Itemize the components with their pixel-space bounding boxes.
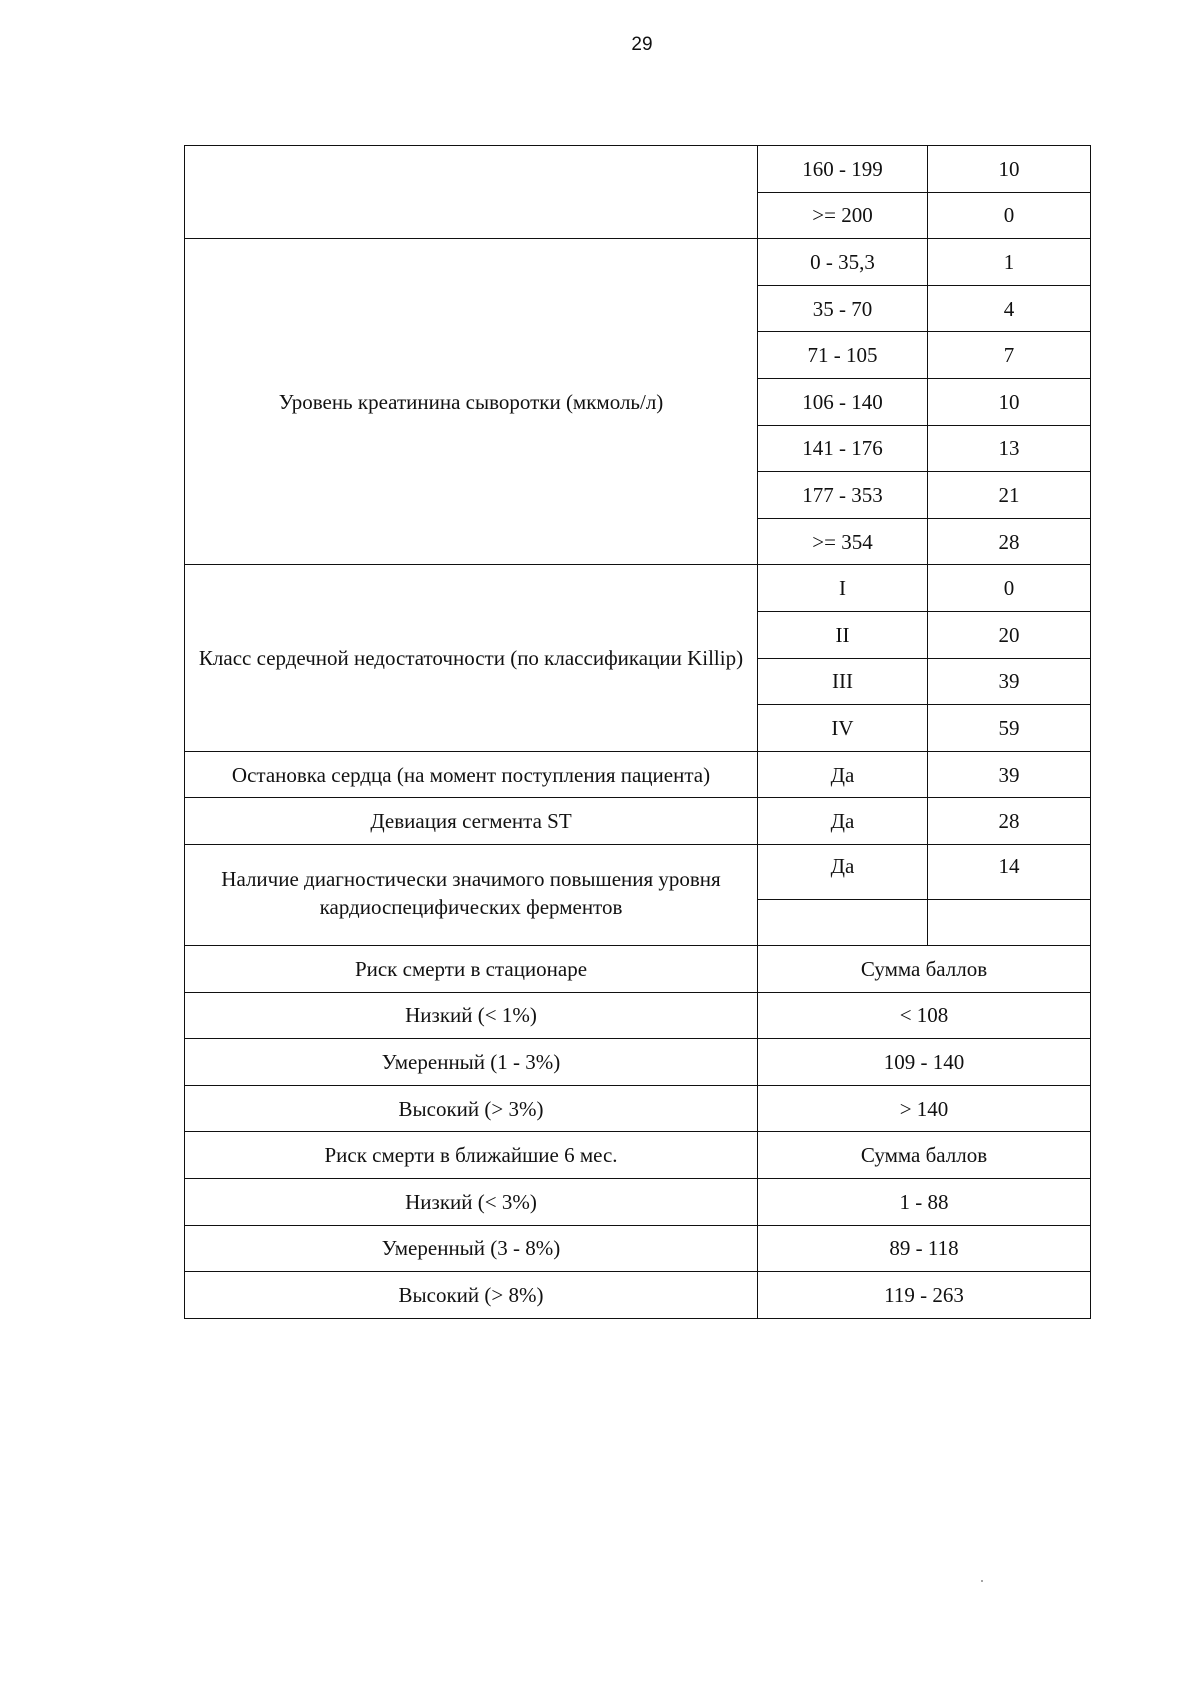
scan-speck bbox=[981, 1580, 983, 1582]
risk-row bbox=[185, 1039, 1091, 1086]
value-cell: >= 354 bbox=[758, 518, 928, 565]
value-cell: 177 - 353 bbox=[758, 472, 928, 519]
table-row bbox=[185, 565, 1091, 612]
value-cell: Да bbox=[758, 844, 928, 899]
score-cell: 28 bbox=[928, 518, 1091, 565]
score-cell: 0 bbox=[928, 565, 1091, 612]
parameter-cell: Наличие диагностически значимого повышения уровня кардиоспецифических ферментов bbox=[185, 844, 758, 945]
risk-range: 109 - 140 bbox=[758, 1039, 1091, 1086]
parameter-cell: Остановка сердца (на момент поступления пациента) bbox=[185, 751, 758, 798]
risk-range: 119 - 263 bbox=[758, 1272, 1091, 1319]
score-cell: 28 bbox=[928, 798, 1091, 845]
value-cell: I bbox=[758, 565, 928, 612]
table-row bbox=[185, 844, 1091, 899]
value-cell: II bbox=[758, 611, 928, 658]
score-cell: 39 bbox=[928, 658, 1091, 705]
parameter-cell bbox=[185, 146, 758, 239]
table-row bbox=[185, 751, 1091, 798]
risk-range: > 140 bbox=[758, 1085, 1091, 1132]
risk-header-sum: Сумма баллов bbox=[758, 1132, 1091, 1179]
risk-label: Высокий (> 8%) bbox=[185, 1272, 758, 1319]
value-cell: IV bbox=[758, 705, 928, 752]
value-cell: 141 - 176 bbox=[758, 425, 928, 472]
table-row bbox=[185, 239, 1091, 286]
value-cell: 71 - 105 bbox=[758, 332, 928, 379]
value-cell: 35 - 70 bbox=[758, 285, 928, 332]
score-cell: 10 bbox=[928, 378, 1091, 425]
value-cell: 160 - 199 bbox=[758, 146, 928, 193]
risk-header-label: Риск смерти в ближайшие 6 мес. bbox=[185, 1132, 758, 1179]
score-cell bbox=[928, 899, 1091, 946]
parameter-cell: Класс сердечной недостаточности (по классификации Killip) bbox=[185, 565, 758, 751]
score-cell: 0 bbox=[928, 192, 1091, 239]
value-cell: 106 - 140 bbox=[758, 378, 928, 425]
risk-row bbox=[185, 1179, 1091, 1226]
score-cell: 1 bbox=[928, 239, 1091, 286]
risk-header-sum: Сумма баллов bbox=[758, 946, 1091, 993]
risk-range: < 108 bbox=[758, 992, 1091, 1039]
score-cell: 10 bbox=[928, 146, 1091, 193]
parameter-cell: Девиация сегмента ST bbox=[185, 798, 758, 845]
value-cell: III bbox=[758, 658, 928, 705]
score-cell: 13 bbox=[928, 425, 1091, 472]
value-cell: Да bbox=[758, 798, 928, 845]
grace-score-table bbox=[184, 145, 1091, 1319]
table-row bbox=[185, 798, 1091, 845]
risk-label: Высокий (> 3%) bbox=[185, 1085, 758, 1132]
risk-label: Умеренный (1 - 3%) bbox=[185, 1039, 758, 1086]
risk-range: 89 - 118 bbox=[758, 1225, 1091, 1272]
risk-label: Низкий (< 3%) bbox=[185, 1179, 758, 1226]
page-number: 29 bbox=[631, 34, 653, 55]
risk-label: Низкий (< 1%) bbox=[185, 992, 758, 1039]
risk-range: 1 - 88 bbox=[758, 1179, 1091, 1226]
risk-row bbox=[185, 1272, 1091, 1319]
risk-header-row bbox=[185, 946, 1091, 993]
value-cell: Да bbox=[758, 751, 928, 798]
risk-header-label: Риск смерти в стационаре bbox=[185, 946, 758, 993]
table-row bbox=[185, 146, 1091, 193]
risk-row bbox=[185, 992, 1091, 1039]
score-cell: 20 bbox=[928, 611, 1091, 658]
score-cell: 7 bbox=[928, 332, 1091, 379]
risk-row bbox=[185, 1085, 1091, 1132]
value-cell bbox=[758, 899, 928, 946]
score-cell: 39 bbox=[928, 751, 1091, 798]
risk-label: Умеренный (3 - 8%) bbox=[185, 1225, 758, 1272]
score-cell: 21 bbox=[928, 472, 1091, 519]
parameter-cell: Уровень креатинина сыворотки (мкмоль/л) bbox=[185, 239, 758, 565]
score-cell: 4 bbox=[928, 285, 1091, 332]
risk-header-row bbox=[185, 1132, 1091, 1179]
risk-row bbox=[185, 1225, 1091, 1272]
value-cell: 0 - 35,3 bbox=[758, 239, 928, 286]
score-cell: 59 bbox=[928, 705, 1091, 752]
score-cell: 14 bbox=[928, 844, 1091, 899]
value-cell: >= 200 bbox=[758, 192, 928, 239]
